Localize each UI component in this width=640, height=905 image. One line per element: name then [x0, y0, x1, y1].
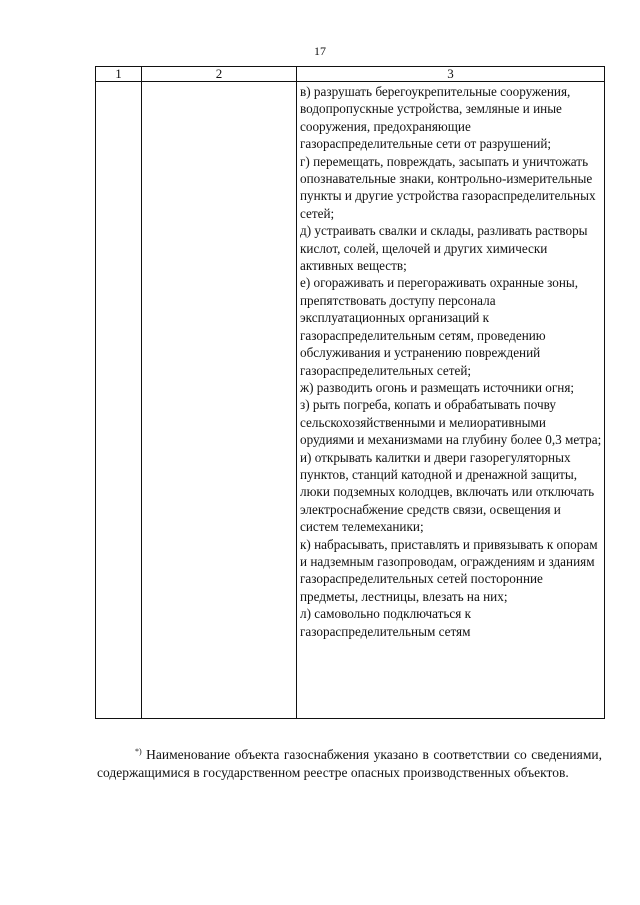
- footnote: [97, 743, 602, 782]
- list-item: и) открывать калитки и двери газорегуляторных пунктов, станций катодной и дренажной защиты, люки подземных колодцев, включать или отключать электроснабжение средств связи, освещения и систем телемеханики;: [300, 449, 595, 535]
- list-item: л) самовольно подключаться к газораспределительным сетям: [300, 606, 472, 639]
- list-item: д) устраивать свалки и склады, разливать растворы кислот, солей, щелочей и других химически активных веществ;: [300, 223, 588, 274]
- list-item: е) огораживать и перегораживать охранные зоны, препятствовать доступу персонала эксплуатационных организаций к газораспределительным сетям, проведению обслуживания и устранению повреждений газораспределительных сетей;: [300, 275, 579, 378]
- restriction-list: [297, 82, 604, 640]
- footnote-text: Наименование объекта газоснабжения указано в соответствии со сведениями, содержащимися в государственном реестре опасных производственных объектов.: [97, 747, 603, 780]
- list-item: к) набрасывать, приставлять и привязывать к опорам и надземным газопроводам, ограждениям и зданиям газораспределительных сетей посторонние предметы, лестницы, влезать на них;: [300, 536, 598, 604]
- column-header-2: 2: [142, 67, 297, 82]
- list-item: з) рыть погреба, копать и обрабатывать почву сельскохозяйственными и мелиоративными орудиями и механизмами на глубину более 0,3 метра;: [300, 397, 602, 448]
- table-cell-col1: [96, 82, 142, 719]
- regulation-table: [95, 66, 605, 719]
- list-item: г) перемещать, повреждать, засыпать и уничтожать опознавательные знаки, контрольно-измерительные пункты и другие устройства газораспределительных сетей;: [300, 153, 596, 221]
- table-cell-col2: [142, 82, 297, 719]
- list-item: ж) разводить огонь и размещать источники огня;: [300, 379, 575, 395]
- column-header-3: 3: [297, 67, 605, 82]
- table-header-row: [96, 67, 605, 82]
- column-header-1: 1: [96, 67, 142, 82]
- list-item: в) разрушать берегоукрепительные сооружения, водопропускные устройства, земляные и иные сооружения, предохраняющие газораспределительные сети от разрушений;: [300, 84, 571, 152]
- table-row: [96, 82, 605, 719]
- footnote-marker: *): [135, 747, 142, 756]
- page-number: 17: [314, 44, 326, 58]
- table-cell-col3: [297, 82, 605, 719]
